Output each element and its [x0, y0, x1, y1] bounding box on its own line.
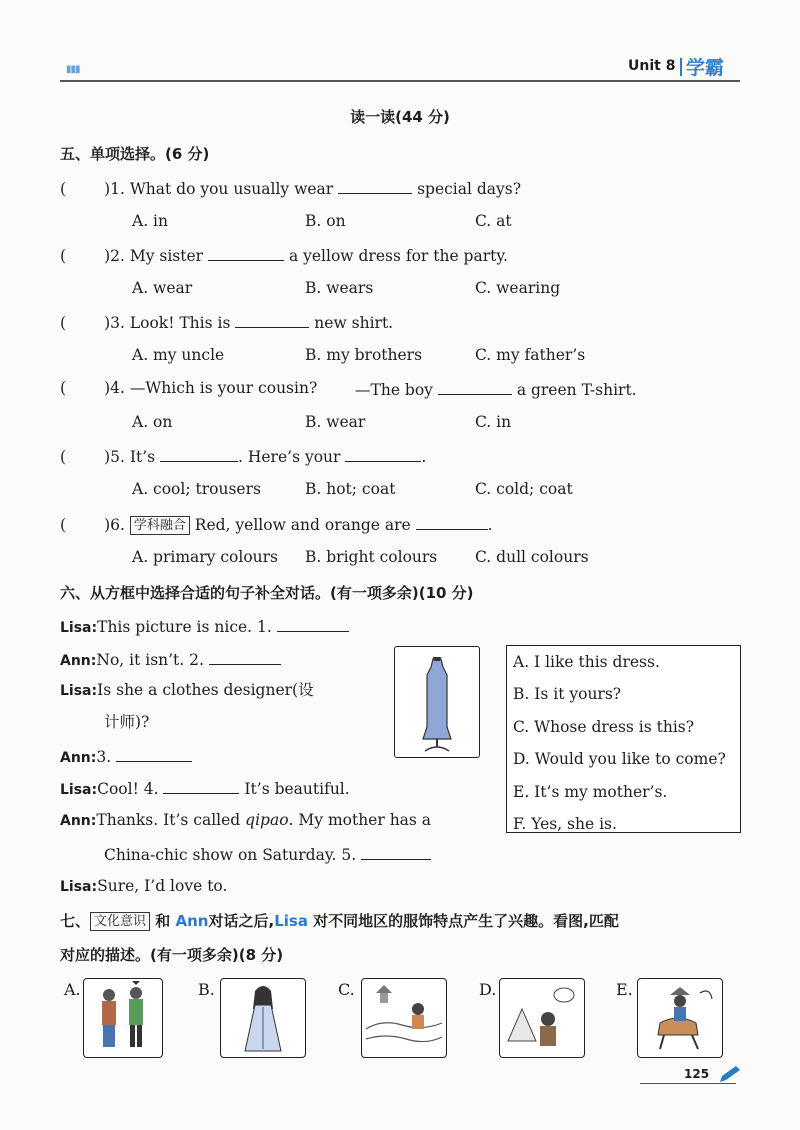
fill-blank[interactable]: [345, 445, 421, 462]
picture-label-c: C.: [338, 980, 355, 999]
brand-logo: 学霸: [686, 57, 725, 79]
picture-label-d: D.: [479, 980, 497, 999]
section6-title: 六、从方框中选择合适的句子补全对话。(有一项多余)(10 分): [60, 584, 474, 602]
page-number: 125: [684, 1067, 710, 1081]
header-left-marks: ▮▮▮: [66, 64, 80, 75]
fill-blank[interactable]: [116, 745, 192, 762]
answer-paren[interactable]: (: [60, 516, 67, 534]
picture-label-a: A.: [64, 980, 81, 999]
fill-blank[interactable]: [160, 445, 238, 462]
answer-paren[interactable]: (: [60, 448, 67, 466]
answer-paren[interactable]: (: [60, 247, 67, 265]
dialogue-line-3: Lisa:Is she a clothes designer(设: [60, 681, 314, 699]
dialogue-line-6b: China-chic show on Saturday. 5.: [104, 843, 431, 865]
picture-b: [220, 978, 306, 1058]
fill-blank[interactable]: [438, 378, 512, 395]
option-f: F. Yes, she is.: [513, 815, 617, 834]
fill-blank[interactable]: [416, 513, 488, 530]
picture-a: [83, 978, 163, 1058]
sentence-options-box: [506, 645, 741, 833]
fill-blank[interactable]: [235, 311, 309, 328]
question-4-part2: —The boy a green T-shirt.: [355, 378, 637, 400]
q5-option-b[interactable]: B. hot; coat: [305, 480, 396, 498]
picture-label-b: B.: [198, 980, 215, 999]
pencil-icon: [718, 1064, 742, 1088]
q2-option-c[interactable]: C. wearing: [475, 279, 561, 297]
section7-title-line2: 对应的描述。(有一项多余)(8 分): [60, 946, 284, 964]
option-c: C. Whose dress is this?: [513, 717, 695, 736]
question-3: ( )3. Look! This is new shirt.: [60, 311, 393, 333]
fill-blank[interactable]: [163, 777, 239, 794]
answer-paren[interactable]: (: [60, 379, 67, 397]
q3-option-b[interactable]: B. my brothers: [305, 346, 423, 364]
fill-blank[interactable]: [277, 615, 349, 632]
q1-option-b[interactable]: B. on: [305, 212, 346, 230]
subject-integration-tag: 学科融合: [130, 516, 190, 535]
q5-option-a[interactable]: A. cool; trousers: [132, 480, 261, 498]
q2-option-a[interactable]: A. wear: [132, 279, 193, 297]
q6-option-a[interactable]: A. primary colours: [132, 548, 279, 566]
dialogue-line-4: Ann:3.: [60, 745, 192, 768]
dialogue-line-7: Lisa:Sure, I’d love to.: [60, 877, 228, 895]
reading-title: 读一读(44 分): [350, 108, 450, 126]
question-5: ( )5. It’s . Here’s your .: [60, 445, 426, 467]
option-b: B. Is it yours?: [513, 685, 622, 704]
answer-paren[interactable]: (: [60, 180, 67, 198]
fill-blank[interactable]: [208, 244, 284, 261]
q3-option-a[interactable]: A. my uncle: [132, 346, 225, 364]
header-divider-bar: [680, 58, 682, 76]
unit-label: Unit 8: [628, 58, 676, 74]
q2-option-b[interactable]: B. wears: [305, 279, 374, 297]
section5-title: 五、单项选择。(6 分): [60, 145, 210, 163]
question-6: ( )6. 学科融合 Red, yellow and orange are .: [60, 513, 493, 535]
section7-title: 七、 文化意识 和 Ann对话之后,Lisa 对不同地区的服饰特点产生了兴趣。看图,匹配: [60, 912, 619, 930]
q4-option-b[interactable]: B. wear: [305, 413, 366, 431]
fill-blank[interactable]: [338, 177, 412, 194]
picture-c: [361, 978, 447, 1058]
picture-label-e: E.: [616, 980, 633, 999]
q1-option-c[interactable]: C. at: [475, 212, 512, 230]
option-a: A. I like this dress.: [513, 653, 660, 671]
fill-blank[interactable]: [209, 648, 281, 665]
q6-option-c[interactable]: C. dull colours: [475, 548, 589, 566]
question-4: ( )4. —Which is your cousin?: [60, 379, 318, 397]
q5-option-c[interactable]: C. cold; coat: [475, 480, 573, 498]
q6-option-b[interactable]: B. bright colours: [305, 548, 438, 566]
dialogue-line-5: Lisa:Cool! 4. It’s beautiful.: [60, 777, 350, 800]
question-2: ( )2. My sister a yellow dress for the party.: [60, 244, 508, 266]
option-e: E. It’s my mother’s.: [513, 782, 668, 801]
q1-option-a[interactable]: A. in: [132, 212, 168, 230]
picture-d: [499, 978, 585, 1058]
question-1: ( )1. What do you usually wear special days?: [60, 177, 521, 199]
option-d: D. Would you like to come?: [513, 750, 726, 769]
fill-blank[interactable]: [361, 843, 431, 860]
picture-e: [637, 978, 723, 1058]
q4-option-c[interactable]: C. in: [475, 413, 512, 431]
dialogue-line-3b: 计师)?: [104, 713, 150, 731]
dialogue-line-1: Lisa:This picture is nice. 1.: [60, 615, 349, 638]
dialogue-line-2: Ann:No, it isn’t. 2.: [60, 648, 281, 671]
q4-option-a[interactable]: A. on: [132, 413, 173, 431]
answer-paren[interactable]: (: [60, 314, 67, 332]
q3-option-c[interactable]: C. my father’s: [475, 346, 586, 364]
dialogue-line-6: Ann:Thanks. It’s called qipao. My mother has a: [60, 811, 432, 829]
qipao-picture: [394, 646, 480, 758]
culture-awareness-tag: 文化意识: [90, 912, 150, 931]
header-rule: [60, 80, 740, 82]
